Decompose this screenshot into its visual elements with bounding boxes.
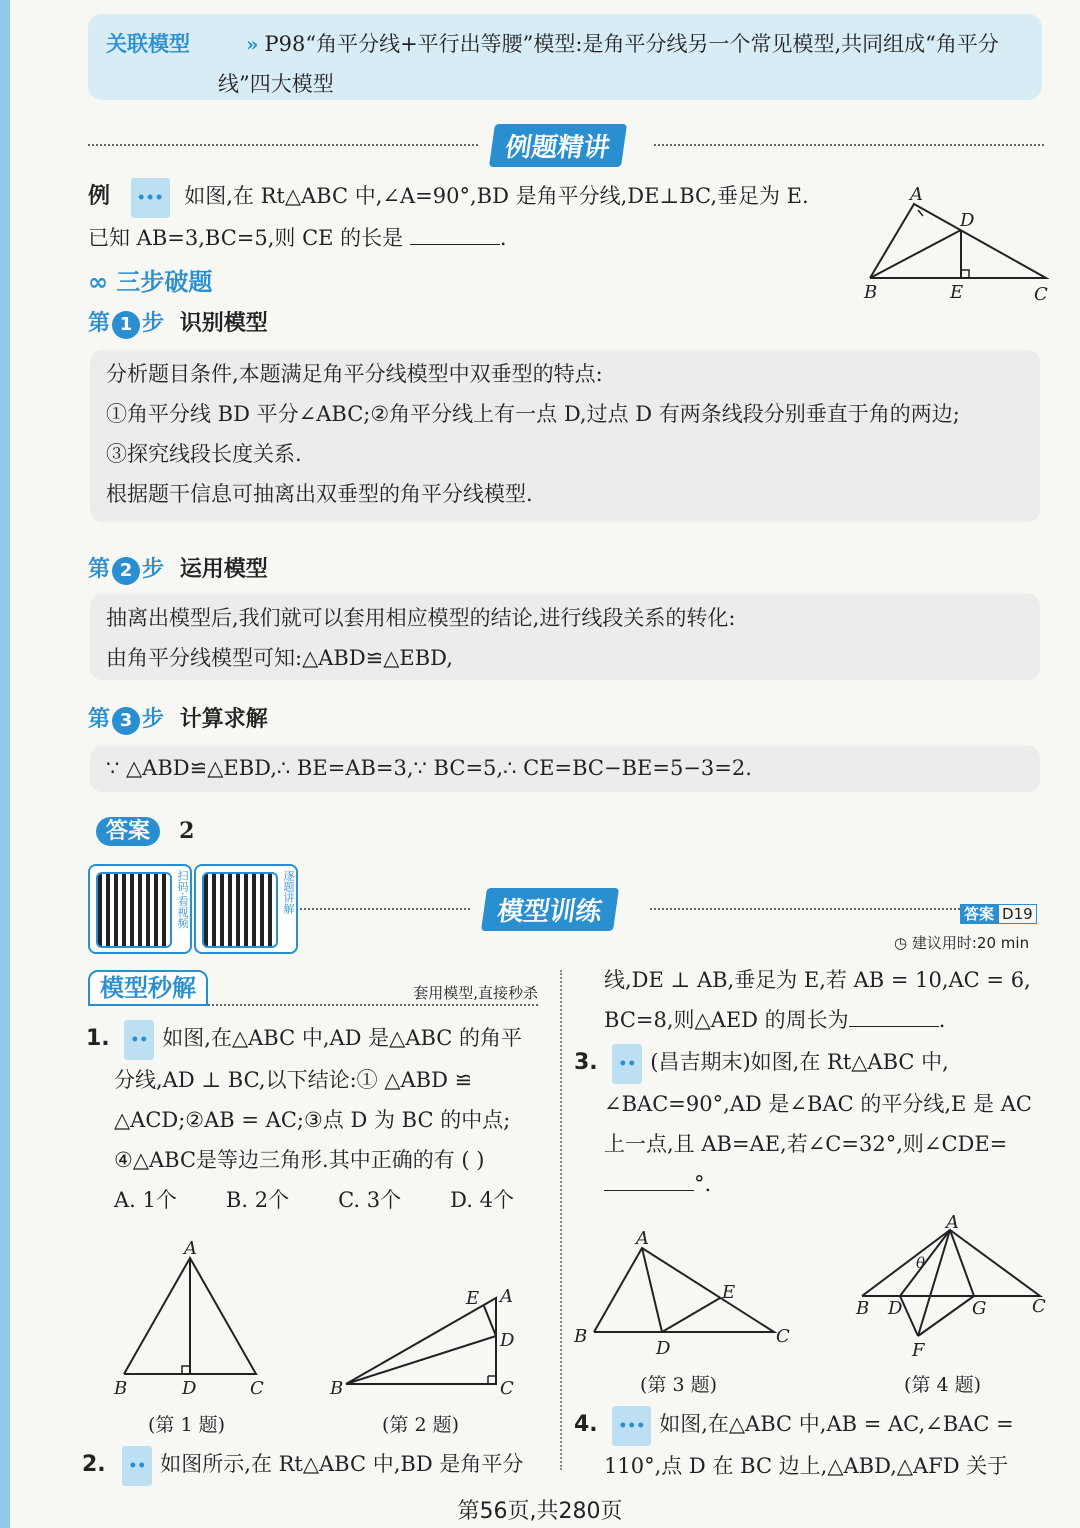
step-2-header <box>88 552 268 585</box>
related-model-content: P98“角平分线+平行出等腰”模型:是角平分线另一个常见模型,共同组成“角平分线”四大模型 <box>218 32 999 96</box>
question-4-line: 110°,点 D 在 BC 边上,△ABD,△AFD 关于 <box>604 1453 1009 1478</box>
quick-solve-subtitle: 套用模型,直接秒杀 <box>413 984 538 1002</box>
fig-label-E: E <box>466 1288 480 1309</box>
fig-label-A: A <box>910 184 923 205</box>
option-c[interactable]: C. 3个 <box>338 1187 402 1212</box>
fig-label-C: C <box>250 1378 264 1399</box>
figure-4-caption: (第 4 题) <box>904 1374 981 1396</box>
question-3-number: 3. <box>574 1050 598 1075</box>
example-line-2: 已知 AB=3,BC=5,则 CE 的长是 <box>88 225 404 250</box>
option-b[interactable]: B. 2个 <box>225 1187 290 1212</box>
question-3-line: 上一点,且 AB=AE,若∠C=32°,则∠CDE= <box>604 1131 1008 1156</box>
suggested-time-text: 建议用时:20 min <box>911 934 1030 952</box>
step-3-box <box>90 746 1040 792</box>
clock-icon: ◷ <box>894 934 908 952</box>
fig-label-C: C <box>500 1378 514 1399</box>
step-1-line: 根据题干信息可抽离出双垂型的角平分线模型. <box>106 482 533 506</box>
step-1-number: 1 <box>112 311 140 339</box>
link-icon: ∞ <box>88 268 108 296</box>
qr-code-icon <box>96 872 172 948</box>
question-3-line: (昌吉期末)如图,在 Rt△ABC 中, <box>650 1050 949 1074</box>
step-3-line: ∵ △ABD≌△EBD,∴ BE=AB=3,∵ BC=5,∴ CE=BC−BE=5−3=2. <box>106 756 752 780</box>
question-1 <box>86 1018 546 1220</box>
figure-1-caption: (第 1 题) <box>148 1414 225 1436</box>
fig-label-C: C <box>776 1326 790 1347</box>
fig-label-D: D <box>656 1338 671 1359</box>
example-section-header <box>88 124 1044 164</box>
training-section-header <box>300 888 960 928</box>
fig-label-E: E <box>950 282 964 303</box>
fig-label-B: B <box>864 282 878 303</box>
difficulty-dots-icon: ••• <box>131 178 170 218</box>
step-3-header <box>88 702 268 735</box>
answer-value: 2 <box>179 818 195 844</box>
qr-side-label-2: 逐题讲解 <box>282 870 295 914</box>
step-3-title: 计算求解 <box>179 707 268 732</box>
step-1-line: ③探究线段长度关系. <box>106 442 302 466</box>
fig-label-D: D <box>960 210 975 231</box>
related-model-box <box>88 14 1042 100</box>
fig-label-A: A <box>636 1228 649 1249</box>
step-3-suffix: 步 <box>142 707 165 732</box>
suggested-time <box>894 932 1029 953</box>
question-2-line: 如图所示,在 Rt△ABC 中,BD 是角平分 <box>160 1452 524 1476</box>
fig-label-B: B <box>330 1378 344 1399</box>
question-3-end: °. <box>694 1171 712 1196</box>
three-step-title-text: 三步破题 <box>116 268 213 296</box>
qr-code-1[interactable] <box>88 864 192 954</box>
example-line-1: 如图,在 Rt△ABC 中,∠A=90°,BD 是角平分线,DE⊥BC,垂足为 E. <box>184 184 809 208</box>
page-footer: 第56页,共280页 <box>457 1499 623 1524</box>
question-4 <box>574 1404 1054 1486</box>
answer-blank[interactable] <box>604 1172 694 1191</box>
training-section-title: 模型训练 <box>481 888 619 931</box>
figure-3 <box>570 1228 800 1368</box>
option-a[interactable]: A. 1个 <box>114 1187 177 1212</box>
fig-label-E: E <box>722 1282 736 1303</box>
question-1-number: 1. <box>86 1026 110 1051</box>
question-3-line: ∠BAC=90°,AD 是∠BAC 的平分线,E 是 AC <box>604 1091 1032 1116</box>
figure-1 <box>110 1240 280 1400</box>
qr-code-icon <box>202 872 278 948</box>
fig-label-A: A <box>500 1286 513 1307</box>
question-2-number: 2. <box>82 1452 106 1477</box>
question-4-number: 4. <box>574 1412 598 1437</box>
difficulty-dots-icon: ••• <box>612 1406 651 1446</box>
fig-label-C: C <box>1034 284 1048 305</box>
answer-reference <box>960 903 1037 924</box>
step-3-prefix: 第 <box>88 707 111 732</box>
option-d[interactable]: D. 4个 <box>450 1187 514 1212</box>
step-2-number: 2 <box>112 557 140 585</box>
step-2-prefix: 第 <box>88 557 111 582</box>
step-1-header <box>88 306 268 339</box>
step-2-title: 运用模型 <box>179 557 268 582</box>
fig-label-theta: θ <box>916 1254 926 1272</box>
figure-2-caption: (第 2 题) <box>382 1414 459 1436</box>
question-1-line: 分线,AD ⊥ BC,以下结论:① △ABD ≌ <box>114 1067 473 1092</box>
double-arrow-icon: » <box>246 32 259 56</box>
step-2-suffix: 步 <box>142 557 165 582</box>
step-2-line: 由角平分线模型可知:△ABD≌△EBD, <box>106 646 453 670</box>
qr-code-2[interactable] <box>194 864 298 954</box>
fig-label-D: D <box>500 1330 515 1351</box>
figure-2 <box>326 1284 526 1402</box>
fig-label-C: C <box>1032 1296 1046 1317</box>
answer-ref-label: 答案 <box>960 904 998 924</box>
step-3-number: 3 <box>112 707 140 735</box>
question-1-line: 如图,在△ABC 中,AD 是△ABC 的角平 <box>162 1026 523 1050</box>
answer-row <box>96 814 194 845</box>
figure-4 <box>850 1214 1050 1364</box>
left-margin-bar <box>0 0 10 1528</box>
fig-label-D: D <box>182 1378 197 1399</box>
question-2-line: 线,DE ⊥ AB,垂足为 E,若 AB = 10,AC = 6, <box>604 968 1031 992</box>
question-2 <box>82 1444 552 1486</box>
fig-label-F: F <box>912 1340 925 1361</box>
answer-badge: 答案 <box>96 817 160 846</box>
example-problem <box>88 176 858 258</box>
related-model-tag: 关联模型 <box>106 32 190 56</box>
question-2-continued <box>604 960 1054 1040</box>
fig-label-B: B <box>856 1298 870 1319</box>
step-1-line: 分析题目条件,本题满足角平分线模型中双垂型的特点: <box>106 362 603 386</box>
step-2-box <box>90 594 1040 680</box>
quick-solve-header <box>88 968 538 1006</box>
question-4-line: 如图,在△ABC 中,AB = AC,∠BAC = <box>659 1412 1014 1436</box>
column-divider <box>560 970 562 1470</box>
difficulty-dots-icon: •• <box>612 1044 642 1084</box>
qr-side-label-1: 扫码·看视频 <box>176 870 189 929</box>
step-1-line: ①角平分线 BD 平分∠ABC;②角平分线上有一点 D,过点 D 有两条线段分别垂直于角的两边; <box>106 402 960 426</box>
difficulty-dots-icon: •• <box>122 1446 152 1486</box>
example-figure <box>860 180 1060 305</box>
question-2-line: BC=8,则△AED 的周长为 <box>604 1008 849 1032</box>
step-1-title: 识别模型 <box>179 311 268 336</box>
related-model-text <box>218 24 1028 104</box>
question-1-line: △ACD;②AB = AC;③点 D 为 BC 的中点; <box>114 1107 511 1132</box>
fig-label-A: A <box>184 1240 197 1259</box>
question-2-line-end: . <box>938 1008 946 1032</box>
fig-label-G: G <box>972 1298 987 1319</box>
question-3 <box>574 1042 1054 1204</box>
example-section-title: 例题精讲 <box>489 124 627 167</box>
question-1-options <box>86 1180 514 1220</box>
answer-blank[interactable] <box>410 226 500 245</box>
step-1-suffix: 步 <box>142 311 165 336</box>
step-1-prefix: 第 <box>88 311 111 336</box>
difficulty-dots-icon: •• <box>124 1020 154 1060</box>
example-label: 例 <box>88 184 111 209</box>
answer-blank[interactable] <box>849 1008 939 1027</box>
quick-solve-title: 模型秒解 <box>88 970 208 1006</box>
answer-ref-page: D19 <box>998 904 1037 924</box>
step-2-line: 抽离出模型后,我们就可以套用相应模型的结论,进行线段关系的转化: <box>106 606 736 630</box>
fig-label-A: A <box>946 1214 959 1233</box>
example-line-2-end: . <box>499 225 507 250</box>
figure-3-caption: (第 3 题) <box>640 1374 717 1396</box>
step-1-box <box>90 350 1040 522</box>
fig-label-B: B <box>574 1326 588 1347</box>
question-1-line: ④△ABC是等边三角形.其中正确的有 ( ) <box>114 1147 485 1172</box>
three-step-title <box>88 262 212 297</box>
fig-label-B: B <box>114 1378 128 1399</box>
fig-label-D: D <box>888 1298 903 1319</box>
